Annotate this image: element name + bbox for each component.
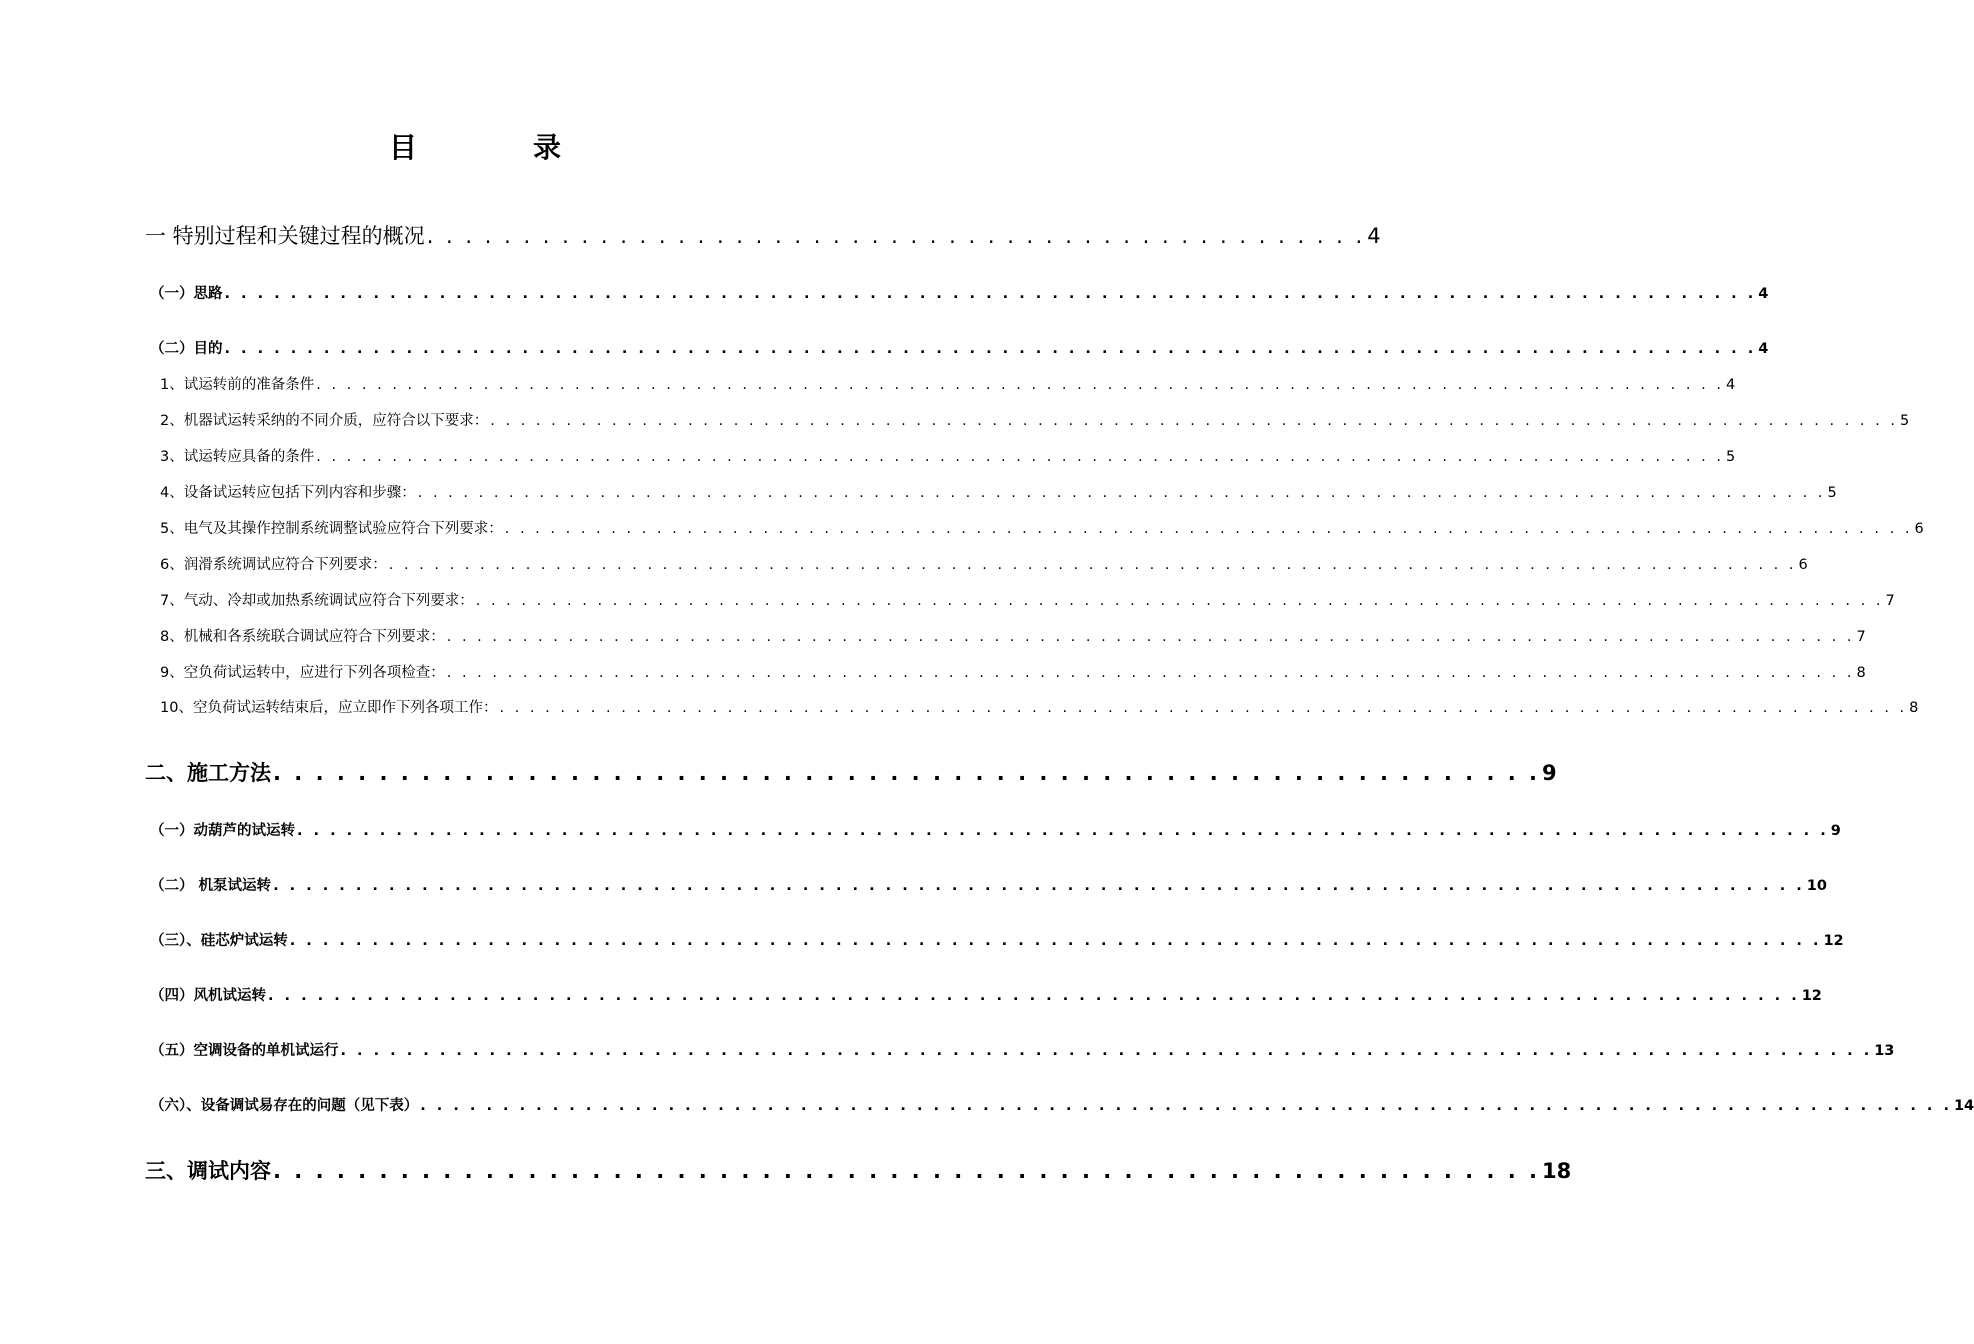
toc-entry[interactable] <box>145 220 1381 250</box>
toc-leader: . . . . . . . . . . . . . . . . . . . . . . . . . . . . . . . . . . . . . . . . . . . . . . . . . . . . . . . . . . . . . . . . . . . . . . . . . . . . . . . . . . . . . . . . . . . . . <box>297 823 1829 839</box>
toc-entry-label: （四）风机试运转 <box>150 988 266 1004</box>
toc-leader: . . . . . . . . . . . . . . . . . . . . . . . . . . . . . . . . . . . . . . . . . . . . . . . . . . . . . . . . . . . . . . . . . . . . . . . . . . . . . . . . . . . . . . . . . . . . . <box>268 988 1800 1004</box>
toc-entry-page: 9 <box>1542 761 1557 785</box>
toc-entry[interactable] <box>160 517 1924 538</box>
toc-entry-label: 6、润滑系统调试应符合下列要求： <box>160 557 387 573</box>
toc-entry[interactable] <box>150 819 1841 840</box>
toc-entry-page: 6 <box>1914 521 1924 537</box>
toc-entry-label: （三）、硅芯炉试运转 <box>150 933 288 949</box>
toc-entry-page: 7 <box>1885 593 1895 609</box>
toc-entry-label: 4、设备试运转应包括下列内容和步骤： <box>160 485 416 501</box>
toc-entry[interactable] <box>160 589 1895 610</box>
toc-entry-page: 4 <box>1725 377 1736 393</box>
toc-entry-label: （一）思路 <box>150 286 223 302</box>
toc-entry-page: 6 <box>1798 557 1808 573</box>
toc-leader: . . . . . . . . . . . . . . . . . . . . . . . . . . . . . . . . . . . . . . . . . . . . . . . . . . . . . . . . . . . . . . . . . . . . . . . . . . . . . . . . . . . . . . . . . . . . . <box>289 933 1822 949</box>
toc-entry-label: 二、施工方法 <box>145 761 271 785</box>
toc-entry[interactable] <box>145 757 1557 787</box>
toc-leader: . . . . . . . . . . . . . . . . . . . . . . . . . . . . . . . . . . . . . . . . . . . . . . . . . . . . . . . . . . . . . . . . . . . . . . . . . . . . . . . . . . . . . . . . . . . . . <box>224 286 1757 302</box>
toc-leader: . . . . . . . . . . . . . . . . . . . . . . . . . . . . . . . . . . . . . . . . . . . . . . . . . . . . . . . . . . . . . . . . . . . . . . . . . . . . . . . . . . . . . . . . . . . . . <box>490 413 1898 429</box>
toc-entry-label: 5、电气及其操作控制系统调整试验应符合下列要求： <box>160 521 503 537</box>
toc-leader: . . . . . . . . . . . . . . . . . . . . . . . . . . . . . . . . . . . . . . . . . . . . . . . . . . . . . . . . . . . . <box>273 761 1541 785</box>
toc-leader: . . . . . . . . . . . . . . . . . . . . . . . . . . . . . . . . . . . . . . . . . . . . . . . . . . . . . . . . . . . . . . . . . . . . . . . . . . . . . . . . . . . . . . . . . . . . . <box>388 557 1797 573</box>
toc-entry[interactable] <box>145 1155 1572 1185</box>
toc-entry-page: 4 <box>1367 224 1381 248</box>
toc-entry-page: 12 <box>1801 988 1822 1004</box>
toc-entry-page: 8 <box>1909 700 1919 716</box>
toc-entry-page: 9 <box>1830 823 1841 839</box>
toc-entry-label: （二） 机泵试运转 <box>150 878 272 894</box>
toc-leader: . . . . . . . . . . . . . . . . . . . . . . . . . . . . . . . . . . . . . . . . . . . . . . . . . . . . . . . . . . . . . . . . . . . . . . . . . . . . . . . . . . . . . . . . . . . . . <box>417 485 1826 501</box>
toc-entry-page: 5 <box>1899 413 1910 429</box>
toc-entry[interactable] <box>160 661 1866 682</box>
toc-entry-label: （二）目的 <box>150 341 223 357</box>
toc-leader: . . . . . . . . . . . . . . . . . . . . . . . . . . . . . . . . . . . . . . . . . . . . . . . . . . . . . . . . . . . . . . . . . . . . . . . . . . . . . . . . . . . . . . . . . . . . . <box>504 521 1913 537</box>
toc-leader: . . . . . . . . . . . . . . . . . . . . . . . . . . . . . . . . . . . . . . . . . . . . . . . . . . . . . . . . . . . . . . . . . . . . . . . . . . . . . . . . . . . . . . . . . . . . . <box>273 878 1805 894</box>
toc-leader: . . . . . . . . . . . . . . . . . . . . . . . . . . . . . . . . . . . . . . . . . . . . . . . . . . . . . . . . . . . . <box>273 1159 1541 1183</box>
toc-entry[interactable] <box>150 1094 1974 1115</box>
toc-entry-label: 一 特别过程和关键过程的概况 <box>145 224 425 248</box>
toc-entry[interactable] <box>150 984 1822 1005</box>
toc-entry[interactable] <box>150 874 1827 895</box>
toc-leader: . . . . . . . . . . . . . . . . . . . . . . . . . . . . . . . . . . . . . . . . . . . . . . . . . . . . . . . . . . . . . . . . . . . . . . . . . . . . . . . . . . . . . . . . . . . . . <box>224 341 1757 357</box>
toc-entry-label: 三、调试内容 <box>145 1159 271 1183</box>
toc-entry[interactable] <box>160 553 1808 574</box>
toc-entry[interactable] <box>150 337 1769 358</box>
toc-entry[interactable] <box>160 409 1910 430</box>
toc-entry[interactable] <box>160 373 1736 394</box>
toc-entry-label: 8、机械和各系统联合调试应符合下列要求： <box>160 629 445 645</box>
toc-entry[interactable] <box>160 625 1866 646</box>
toc-leader: . . . . . . . . . . . . . . . . . . . . . . . . . . . . . . . . . . . . . . . . . . . . . . . . . . . . . . . . . . . . . . . . . . . . . . . . . . . . . . . . . . . . . . . . . . . . . <box>316 377 1724 393</box>
toc-entry[interactable] <box>150 929 1844 950</box>
toc-leader: . . . . . . . . . . . . . . . . . . . . . . . . . . . . . . . . . . . . . . . . . . . . . . . . . . . . . . . . . . . . . . . . . . . . . . . . . . . . . . . . . . . . . . . . . . . . . <box>316 449 1724 465</box>
toc-leader: . . . . . . . . . . . . . . . . . . . . . . . . . . . . . . . . . . . . . . . . . . . . . . . . . . . . . . . . . . . . . . . . . . . . . . . . . . . . . . . . . . . . . . . . . . . . . <box>446 665 1855 681</box>
toc-leader: . . . . . . . . . . . . . . . . . . . . . . . . . . . . . . . . . . . . . . . . . . . . . . . . . . . . . . . . . . . . . . . . . . . . . . . . . . . . . . . . . . . . . . . . . . . . . <box>499 700 1908 716</box>
toc-leader: . . . . . . . . . . . . . . . . . . . . . . . . . . . . . . . . . . . . . . . . . . . . . . . . . . . . . . . . . . . . . . . . . . . . . . . . . . . . . . . . . . . . . . . . . . . . . <box>340 1043 1873 1059</box>
toc-entry-label: （五）空调设备的单机试运行 <box>150 1043 339 1059</box>
toc-entry-label: 2、机器试运转采纳的不同介质，应符合以下要求： <box>160 413 489 429</box>
toc-entry-page: 5 <box>1725 449 1736 465</box>
toc-leader: . . . . . . . . . . . . . . . . . . . . . . . . . . . . . . . . . . . . . . . . . . . . . . . . . . . . . . . . . . . . . . . . . . . . . . . . . . . . . . . . . . . . . . . . . . . . . <box>420 1098 1952 1114</box>
toc-entry-page: 4 <box>1758 286 1769 302</box>
toc-entry[interactable] <box>160 445 1736 466</box>
toc-entry-label: 3、试运转应具备的条件 <box>160 449 315 465</box>
toc-entry-page: 12 <box>1823 933 1844 949</box>
toc-entry-page: 5 <box>1827 485 1837 501</box>
toc-leader: . . . . . . . . . . . . . . . . . . . . . . . . . . . . . . . . . . . . . . . . . . . . . . . . . <box>426 224 1366 248</box>
toc-entry-page: 14 <box>1953 1098 1974 1114</box>
page-title: 目 录 <box>388 131 605 164</box>
toc-entry-label: （一）动葫芦的试运转 <box>150 823 295 839</box>
toc-entry-page: 18 <box>1542 1159 1572 1183</box>
toc-entry[interactable] <box>160 696 1919 717</box>
toc-entry-page: 8 <box>1856 665 1866 681</box>
toc-entry-label: （六）、设备调试易存在的问题（见下表） <box>150 1098 419 1114</box>
toc-entry-page: 10 <box>1806 878 1827 894</box>
toc-entry[interactable] <box>150 1039 1895 1060</box>
toc-entry-label: 10、空负荷试运转结束后，应立即作下列各项工作： <box>160 700 498 716</box>
toc-entry[interactable] <box>160 481 1837 502</box>
toc-entry-label: 7、气动、冷却或加热系统调试应符合下列要求： <box>160 593 474 609</box>
toc-entry-label: 9、空负荷试运转中，应进行下列各项检查： <box>160 665 445 681</box>
toc-entry-page: 4 <box>1758 341 1769 357</box>
toc-leader: . . . . . . . . . . . . . . . . . . . . . . . . . . . . . . . . . . . . . . . . . . . . . . . . . . . . . . . . . . . . . . . . . . . . . . . . . . . . . . . . . . . . . . . . . . . . . <box>475 593 1884 609</box>
toc-leader: . . . . . . . . . . . . . . . . . . . . . . . . . . . . . . . . . . . . . . . . . . . . . . . . . . . . . . . . . . . . . . . . . . . . . . . . . . . . . . . . . . . . . . . . . . . . . <box>446 629 1855 645</box>
toc-entry-page: 7 <box>1856 629 1866 645</box>
toc-entry-page: 13 <box>1874 1043 1895 1059</box>
toc-entry[interactable] <box>150 282 1769 303</box>
toc-entry-label: 1、试运转前的准备条件 <box>160 377 315 393</box>
